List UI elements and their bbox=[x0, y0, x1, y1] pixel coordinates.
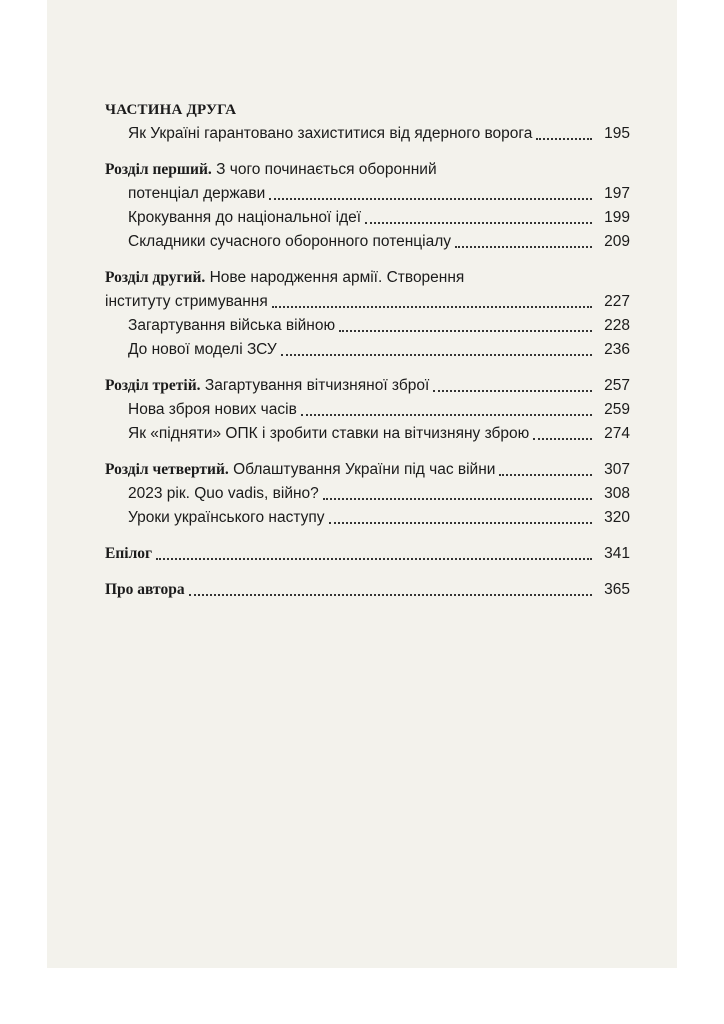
entry-page: 209 bbox=[604, 233, 630, 250]
dot-leader bbox=[455, 246, 592, 248]
dot-leader bbox=[301, 414, 592, 416]
toc-entry bbox=[105, 542, 630, 566]
toc-entry bbox=[105, 422, 630, 446]
entry-title: Як «підняти» ОПК і зробити ставки на вітчизняну зброю bbox=[128, 425, 530, 442]
toc-entry bbox=[105, 230, 630, 254]
entry-page: 236 bbox=[604, 341, 630, 358]
table-of-contents bbox=[105, 98, 630, 602]
entry-title: Складники сучасного оборонного потенціалу bbox=[128, 233, 452, 250]
book-page bbox=[47, 0, 677, 968]
section-label: Розділ третій. bbox=[105, 377, 201, 394]
section-title-cont: потенціал держави bbox=[128, 185, 266, 202]
dot-leader bbox=[536, 138, 592, 140]
dot-leader bbox=[533, 438, 592, 440]
entry-title: До нової моделі ЗСУ bbox=[128, 341, 277, 358]
section-heading bbox=[105, 266, 630, 290]
entry-page: 197 bbox=[604, 185, 630, 202]
entry-page: 227 bbox=[604, 293, 630, 310]
entry-page: 274 bbox=[604, 425, 630, 442]
section-heading bbox=[105, 158, 630, 182]
epilogue-title: Епілог bbox=[105, 545, 153, 562]
toc-entry bbox=[105, 374, 630, 398]
section-label: Розділ четвертий. bbox=[105, 461, 229, 478]
dot-leader bbox=[323, 498, 592, 500]
dot-leader bbox=[339, 330, 592, 332]
entry-page: 228 bbox=[604, 317, 630, 334]
entry-page: 259 bbox=[604, 401, 630, 418]
entry-title: 2023 рік. Quo vadis, війно? bbox=[128, 485, 319, 502]
entry-title: Крокування до національної ідеї bbox=[128, 209, 362, 226]
toc-entry bbox=[105, 122, 630, 146]
section-heading bbox=[105, 458, 495, 482]
part-title: ЧАСТИНА ДРУГА bbox=[105, 102, 237, 118]
section-title-cont: інституту стримування bbox=[105, 293, 268, 310]
dot-leader bbox=[156, 558, 592, 560]
section-label: Розділ другий. bbox=[105, 269, 206, 286]
entry-title: Загартування війська війною bbox=[128, 317, 336, 334]
entry-page: 199 bbox=[604, 209, 630, 226]
entry-page: 320 bbox=[604, 509, 630, 526]
entry-page: 195 bbox=[604, 125, 630, 142]
toc-entry bbox=[105, 314, 630, 338]
toc-entry bbox=[105, 578, 630, 602]
dot-leader bbox=[269, 198, 592, 200]
entry-title: Нова зброя нових часів bbox=[128, 401, 297, 418]
section-heading bbox=[105, 374, 429, 398]
dot-leader bbox=[329, 522, 592, 524]
entry-page: 308 bbox=[604, 485, 630, 502]
toc-entry bbox=[105, 206, 630, 230]
dot-leader bbox=[499, 474, 592, 476]
section-title: Облаштування України під час війни bbox=[233, 461, 496, 478]
toc-entry bbox=[105, 506, 630, 530]
entry-title: Уроки українського наступу bbox=[128, 509, 325, 526]
entry-page: 365 bbox=[604, 581, 630, 598]
toc-entry bbox=[105, 482, 630, 506]
section-title: Загартування вітчизняної зброї bbox=[204, 377, 430, 394]
entry-title: Як Україні гарантовано захиститися від ядерного ворога bbox=[128, 125, 533, 142]
toc-entry bbox=[105, 458, 630, 482]
section-title: З чого починається оборонний bbox=[216, 161, 437, 178]
toc-entry bbox=[105, 182, 630, 206]
dot-leader bbox=[433, 390, 592, 392]
dot-leader bbox=[189, 594, 592, 596]
section-title: Нове народження армії. Створення bbox=[209, 269, 465, 286]
toc-entry bbox=[105, 290, 630, 314]
dot-leader bbox=[281, 354, 592, 356]
toc-entry bbox=[105, 338, 630, 362]
dot-leader bbox=[365, 222, 592, 224]
entry-page: 257 bbox=[604, 377, 630, 394]
entry-page: 307 bbox=[604, 461, 630, 478]
author-title: Про автора bbox=[105, 581, 185, 598]
dot-leader bbox=[272, 306, 592, 308]
section-label: Розділ перший. bbox=[105, 161, 212, 178]
toc-entry bbox=[105, 398, 630, 422]
entry-page: 341 bbox=[604, 545, 630, 562]
